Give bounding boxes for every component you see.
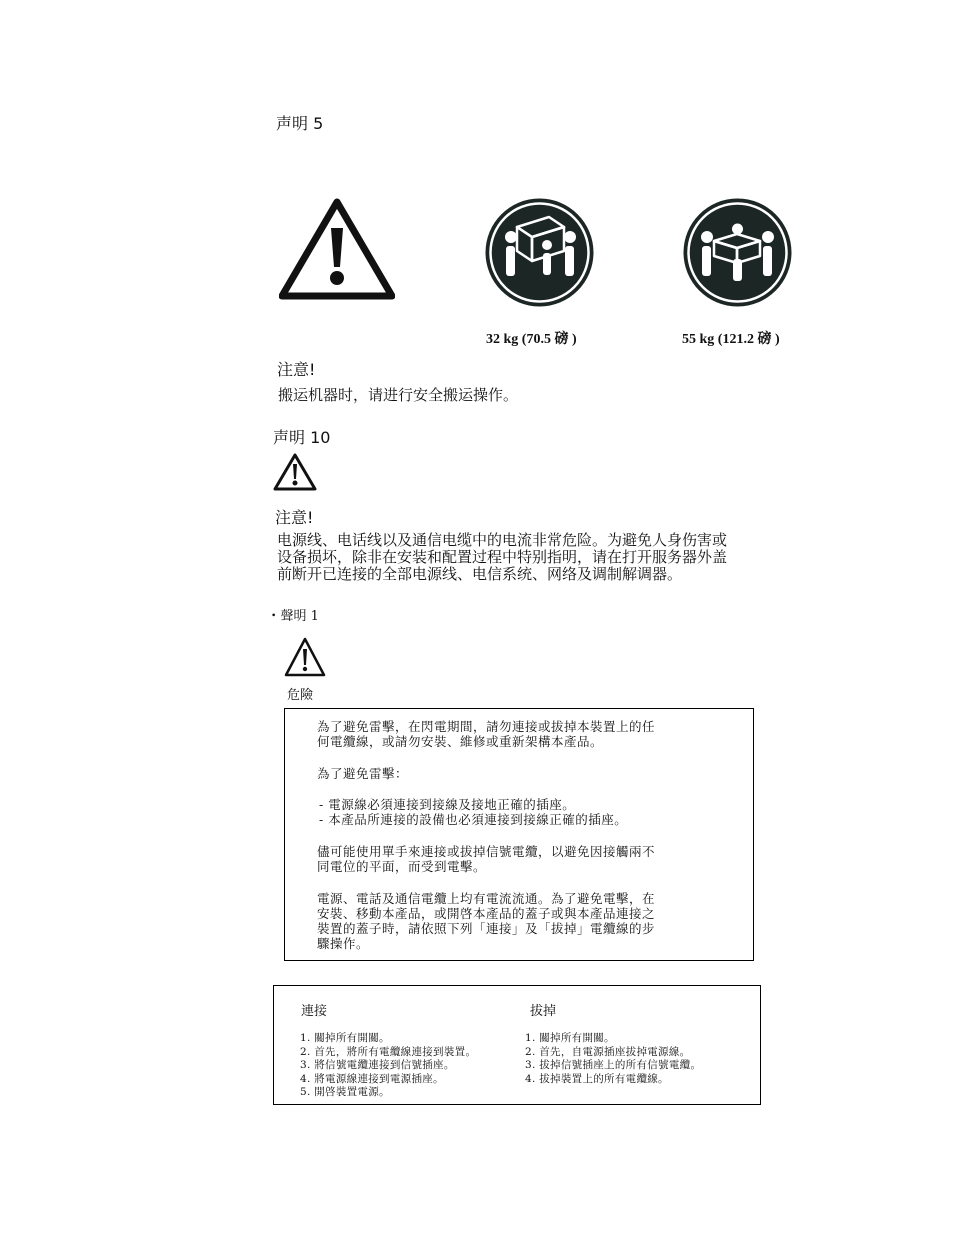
danger-paragraph-2 [317, 766, 408, 781]
text-line: 何電纜線，或請勿安裝、維修或重新架構本產品。 [317, 734, 604, 749]
list-item: 1. 關掉所有開關。 [300, 1032, 390, 1044]
statement10-line: 前断开已连接的全部电源线、电信系统、网络及调制解调器。 [277, 565, 683, 583]
statement5-text: 搬运机器时，请进行安全搬运操作。 [278, 386, 519, 404]
warning-triangle-icon [284, 636, 326, 678]
list-item: 2. 首先，自電源插座拔掉電源線。 [525, 1045, 691, 1058]
weight-label-two-person: 32 kg (70.5 磅 ) [486, 332, 577, 347]
list-item: 5. 開啓裝置電源。 [300, 1086, 390, 1098]
bullet-item: - 本產品所連接的設備也必須連接到接線正確的插座。 [319, 812, 628, 827]
statement1-heading [271, 605, 319, 624]
danger-paragraph-3 [317, 844, 655, 874]
list-item: 2. 首先，將所有電纜線連接到裝置。 [300, 1045, 477, 1058]
text-line: 為了避免雷擊： [317, 766, 409, 781]
danger-paragraph-1 [317, 719, 655, 749]
list-item: 3. 拔掉信號插座上的所有信號電纜。 [525, 1059, 702, 1071]
statement5-caution: 注意! [277, 360, 316, 379]
statement10-title: 声明 10 [273, 428, 331, 447]
text-line: 裝置的蓋子時，請依照下列「連接」及「拔掉」電纜線的步 [317, 921, 656, 936]
list-item: 4. 拔掉裝置上的所有電纜線。 [525, 1072, 669, 1085]
connect-disconnect-table [273, 985, 761, 1105]
danger-label: 危險 [287, 688, 314, 703]
disconnect-steps [525, 1032, 701, 1086]
bullet: • [271, 611, 277, 622]
statement10-caution: 注意! [275, 508, 314, 527]
connect-title: 連接 [301, 1004, 328, 1019]
text-line: 驟操作。 [317, 936, 370, 951]
text-line: 電源、電話及通信電纜上均有電流流通。為了避免電擊，在 [317, 891, 656, 906]
list-item: 1. 關掉所有開關。 [525, 1032, 615, 1044]
text-line: 為了避免雷擊，在閃電期間，請勿連接或拔掉本裝置上的任 [317, 719, 656, 734]
list-item: 3. 將信號電纜連接到信號插座。 [300, 1059, 455, 1071]
text-line: 安裝、移動本產品，或開啓本產品的蓋子或與本產品連接之 [317, 906, 656, 921]
weight-label-three-person: 55 kg (121.2 磅 ) [682, 332, 780, 347]
warning-triangle-icon [273, 452, 317, 492]
danger-box [284, 708, 754, 961]
text-line: 同電位的平面，而受到電擊。 [317, 859, 487, 874]
two-person-lift-icon [484, 197, 595, 308]
danger-bullets [319, 797, 627, 827]
statement5-title: 声明 5 [276, 114, 324, 133]
three-person-lift-icon [682, 197, 793, 308]
danger-paragraph-4 [317, 891, 655, 951]
connect-steps [300, 1032, 476, 1100]
statement10-text [277, 532, 727, 583]
warning-triangle-icon [279, 198, 395, 300]
text-line: 儘可能使用單手來連接或拔掉信號電纜，以避免因接觸兩不 [317, 844, 656, 859]
disconnect-title: 拔掉 [530, 1004, 557, 1019]
list-item: 4. 將電源線連接到電源插座。 [300, 1072, 444, 1085]
statement1-title: 聲明 1 [280, 609, 319, 624]
statement10-line: 电源线、电话线以及通信电缆中的电流非常危险。为避免人身伤害或 [277, 531, 728, 549]
statement10-line: 设备损坏，除非在安装和配置过程中特别指明，请在打开服务器外盖 [277, 548, 728, 566]
bullet-item: - 電源線必須連接到接線及接地正確的插座。 [319, 797, 576, 812]
